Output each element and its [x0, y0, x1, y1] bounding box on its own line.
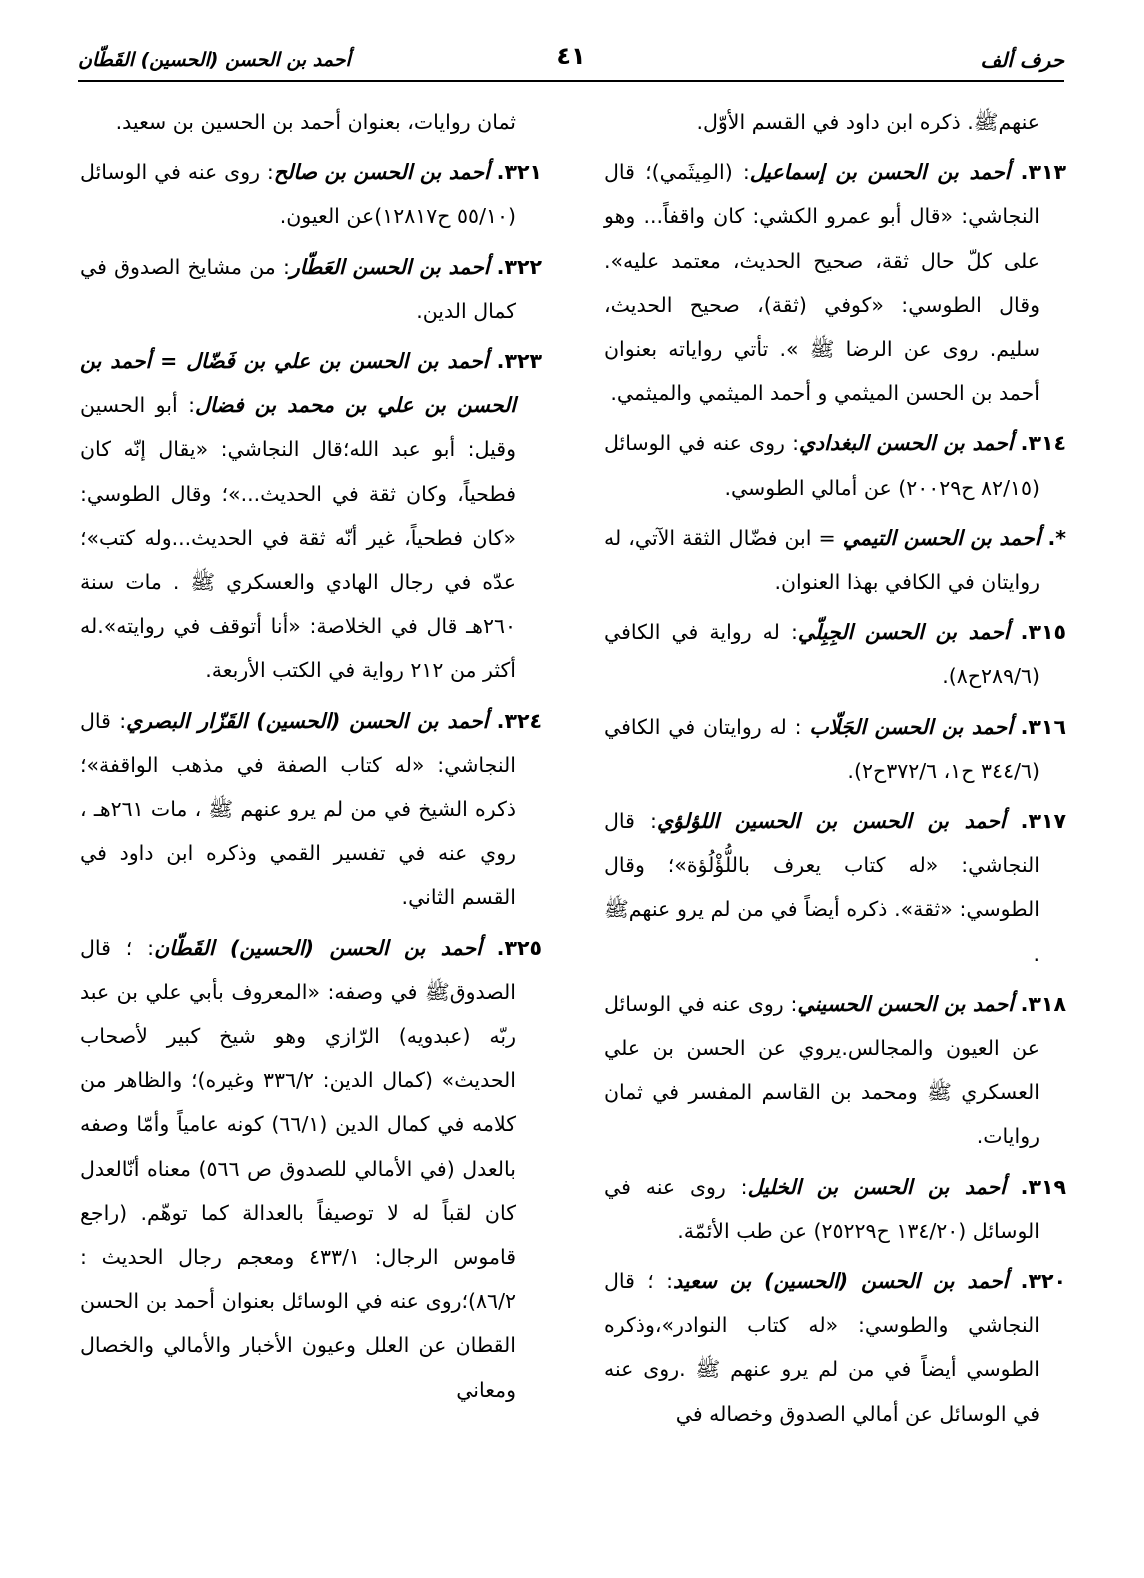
entry-text: : له رواية في الكافي (٢٨٩/٦ح٨).	[604, 620, 1040, 689]
entry-number: ٣٢٢.	[496, 254, 542, 279]
header-section-title: حرف ألف	[980, 48, 1064, 72]
entry-name: أحمد بن الحسن التيمي	[842, 525, 1041, 550]
entry-text: : روى عنه في الوسائل (١٣٤/٢٠ ح٢٥٢٢٩) عن طب الأئمّة.	[604, 1174, 1040, 1243]
entry-318	[604, 982, 1066, 1159]
entry-text: : روى عنه في الوسائل (٥٥/١٠ ح١٢٨١٧)عن العيون.	[80, 160, 516, 229]
entry-number: ٣٢٣.	[496, 349, 542, 374]
entry-name: أحمد بن الحسن بن علي بن فَضّال = أحمد بن الحسن بن علي بن محمد بن فضال	[80, 349, 516, 418]
entry-text: : روى عنه في الوسائل (٨٢/١٥ ح٢٠٠٢٩) عن أمالي الطوسي.	[604, 431, 1040, 500]
entry-number: ٣١٦.	[1020, 714, 1066, 739]
entry-315	[604, 610, 1066, 698]
entry-320	[604, 1259, 1066, 1436]
entry-text: : له روايتان في الكافي (٣٤٤/٦ ح١، ٣٧٢/٦ح٢).	[604, 714, 1040, 783]
entry-number: ٣٢٠.	[1020, 1269, 1066, 1294]
entry-316	[604, 705, 1066, 793]
header-entry-title: أحمد بن الحسن (الحسين) القَطّان	[78, 49, 351, 71]
entry-cross-reference	[604, 516, 1066, 604]
entry-number: ٣٢٤.	[496, 708, 542, 733]
entry-314	[604, 421, 1066, 509]
entry-name: أحمد بن الحسن (الحسين) القَطّان	[154, 935, 482, 960]
entry-text: : روى عنه في الوسائل عن العيون والمجالس.يروي عن الحسن بن علي العسكري ﷺ ومحمد بن القاسم المفسر في ثمان روايات.	[604, 991, 1040, 1149]
entry-number: ٣١٨.	[1020, 991, 1066, 1016]
entry-text: : (المِيثَمي)؛ قال النجاشي: «قال أبو عمرو الكشي: كان واقفاً... وهو على كلّ حال ثقة، صحيح الحديث، معتمد عليه». وقال الطوسي: «كوفي (ثقة)، صحيح الحديث، سليم. روى عن الرضا ﷺ ». تأتي رواياته بعنوان أحمد بن الحسن الميثمي و أحمد الميثمي والميثمي.	[604, 160, 1040, 406]
entry-name: أحمد بن الحسن العَطّار	[289, 254, 490, 279]
entry-number: ٣١٥.	[1020, 620, 1066, 645]
entry-name: أحمد بن الحسن الجَلّاب	[809, 714, 1013, 739]
entry-name: أحمد بن الحسن بن الخليل	[747, 1174, 1006, 1199]
entry-number: ٣٢١.	[496, 160, 542, 185]
entry-continuation: ثمان روايات، بعنوان أحمد بن الحسين بن سعيد.	[115, 110, 516, 134]
entry-text: = ابن فضّال الثقة الآتي، له روايتان في الكافي بهذا العنوان.	[604, 525, 1040, 595]
entry-number: ٣١٣.	[1020, 160, 1066, 185]
entry-text: : ؛ قال الصدوقﷺ في وصفه: «المعروف بأبي علي بن عبد ربّه (عبدويه) الرّازي وهو شيخ كبير لأصحاب الحديث» (كمال الدين: ٣٣٦/٢ وغيره)؛ والظاهر من كلامه في كمال الدين (٦٦/١) كونه عامياً وأمّا وصفه بالعدل (في الأمالي للصدوق ص ٥٦٦) معناه أنّالعدل كان لقباً له لا توصيفاً بالعدالة كما توهّم. (راجع قاموس الرجال: ٤٣٣/١ ومعجم رجال الحديث : ٨٦/٢)؛روى عنه في الوسائل بعنوان أحمد بن الحسن القطان عن العلل وعيون الأخبار والأمالي والخصال ومعاني	[80, 935, 516, 1402]
entry-324	[80, 699, 542, 920]
entry-323	[80, 339, 542, 693]
entry-325	[80, 926, 542, 1412]
entry-number: ٣١٩.	[1020, 1174, 1066, 1199]
entry-name: أحمد بن الحسن بن إسماعيل	[749, 160, 1011, 185]
entry-number: ٣١٤.	[1020, 431, 1066, 456]
entry-name: أحمد بن الحسن بن الحسين اللؤلؤي	[656, 809, 1006, 834]
entry-321	[80, 150, 542, 238]
entry-319	[604, 1165, 1066, 1253]
entry-322	[80, 245, 542, 333]
entry-name: أحمد بن الحسن الحسيني	[797, 991, 1014, 1016]
entry-text: : قال النجاشي: «له كتاب يعرف باللُّؤْلُؤة»؛ وقال الطوسي: «ثقة». ذكره أيضاً في من لم يرو عنهمﷺ .	[604, 809, 1040, 966]
page-number: ٤١	[556, 42, 586, 70]
entry-text: : من مشايخ الصدوق في كمال الدين.	[80, 254, 516, 323]
running-header	[78, 40, 1064, 82]
right-column	[604, 100, 1066, 1442]
entry-313	[604, 150, 1066, 415]
entry-name: أحمد بن الحسن بن صالح	[273, 160, 490, 185]
entry-text: : أبو الحسين وقيل: أبو عبد الله؛قال النجاشي: «يقال إنّه كان فطحياً، وكان ثقة في الحديث...»؛ وقال الطوسي: «كان فطحياً، غير أنّه ثقة في الحديث...وله كتب»؛ عدّه في رجال الهادي والعسكري ﷺ . مات سنة ٢٦٠هـ قال في الخلاصة: «أنا أتوقف في روايته».له أكثر من ٢١٢ رواية في الكتب الأربعة.	[80, 393, 516, 683]
entry-number: ٣١٧.	[1020, 809, 1066, 834]
entry-317	[604, 799, 1066, 976]
entry-text: : قال النجاشي: «له كتاب الصفة في مذهب الواقفة»؛ ذكره الشيخ في من لم يرو عنهم ﷺ ، مات ٢٦١هـ ، روي عنه في تفسير القمي وذكره ابن داود في القسم الثاني.	[80, 708, 516, 910]
entry-continuation: عنهمﷺ. ذكره ابن داود في القسم الأوّل.	[696, 110, 1040, 134]
entry-name: أحمد بن الحسن (الحسين) القَزّار البصري	[126, 708, 489, 733]
entry-name: أحمد بن الحسن البغدادي	[799, 431, 1014, 456]
entry-name: أحمد بن الحسن (الحسين) بن سعيد	[673, 1269, 1009, 1294]
entry-number: ٣٢٥.	[496, 935, 542, 960]
entry-number: *.	[1047, 525, 1066, 550]
left-column	[80, 100, 542, 1418]
entry-name: أحمد بن الحسن الجِبِلّي	[797, 620, 1010, 645]
entry-text: : ؛ قال النجاشي والطوسي: «له كتاب النوادر»،وذكره الطوسي أيضاً في من لم يرو عنهم ﷺ .روى عنه في الوسائل عن أمالي الصدوق وخصاله في	[604, 1269, 1040, 1426]
